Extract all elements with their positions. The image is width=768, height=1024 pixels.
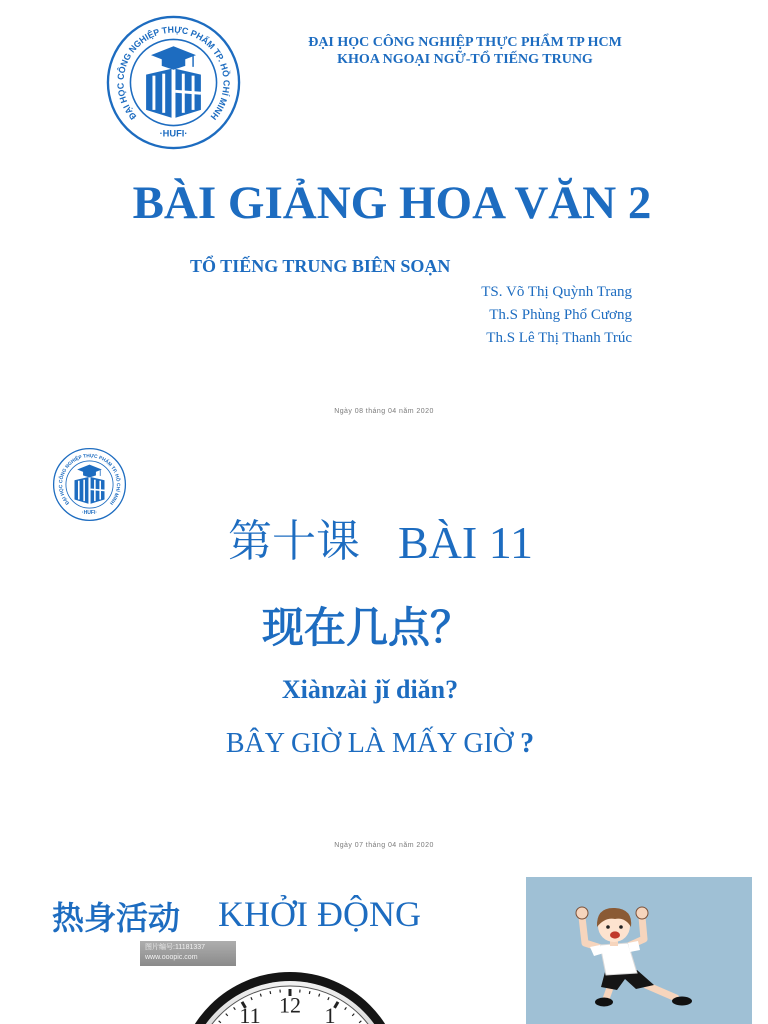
image-watermark xyxy=(140,941,236,966)
clock-number: 12 xyxy=(279,992,301,1018)
department-name: KHOA NGOẠI NGỮ-TỔ TIẾNG TRUNG xyxy=(337,52,593,67)
lesson-question-chinese: 现在几点？ xyxy=(262,606,473,652)
author-name: Th.S Lê Thị Thanh Trúc xyxy=(486,330,632,346)
clock-tick xyxy=(270,991,271,994)
watermark-line: www.ooopic.com xyxy=(145,954,198,961)
clock-tick xyxy=(309,991,310,994)
right-leg xyxy=(646,985,676,998)
clock-number: 1 xyxy=(324,1003,336,1024)
right-shoe xyxy=(672,997,692,1006)
lesson-number-vietnamese: BÀI 11 xyxy=(398,517,534,568)
watermark-line: 图片编号:11181337 xyxy=(145,944,206,951)
logo-badge: ·HUFI· xyxy=(159,128,188,139)
logo-ring-label: ĐẠI HỌC CÔNG NGHIỆP THỰC PHẨM TP. HỒ CHÍ MINH xyxy=(115,24,232,122)
left-eye xyxy=(606,925,610,929)
left-shoe xyxy=(595,998,613,1007)
lesson-question-vietnamese xyxy=(180,727,580,761)
logo-badge: ·HUFI· xyxy=(81,509,98,516)
institution-name: ĐẠI HỌC CÔNG NGHIỆP THỰC PHẨM TP HCM xyxy=(308,35,622,50)
slide-date: Ngày 07 tháng 04 năm 2020 xyxy=(334,842,434,849)
stretching-person-illustration xyxy=(526,877,752,1024)
question-text: BÂY GIỜ LÀ MẤY GIỜ xyxy=(225,728,514,759)
author-list xyxy=(481,281,632,350)
author-name: TS. Võ Thị Quỳnh Trang xyxy=(481,284,632,300)
warmup-heading-chinese: 热身活动 xyxy=(52,900,181,936)
hufi-logo xyxy=(105,14,242,151)
author-name: Th.S Phùng Phổ Cương xyxy=(489,307,632,323)
right-sleeve xyxy=(628,941,640,952)
clock-icon xyxy=(160,966,420,1024)
warmup-heading-vietnamese: KHỞI ĐỘNG xyxy=(218,894,421,934)
right-eye xyxy=(619,925,623,929)
logo-ring-label: ĐẠI HỌC CÔNG NGHIỆP THỰC PHẨM TP. HỒ CHÍ MINH xyxy=(59,454,120,506)
page-title: BÀI GIẢNG HOA VĂN 2 xyxy=(132,177,652,229)
question-mark: ? xyxy=(520,728,535,759)
hufi-logo xyxy=(52,447,127,522)
clock-number: 11 xyxy=(239,1003,261,1024)
left-fist xyxy=(576,907,588,919)
compiled-by-label: TỔ TIẾNG TRUNG BIÊN SOẠN xyxy=(190,256,451,276)
stretching-person-icon xyxy=(526,877,752,1024)
clock-illustration xyxy=(160,966,420,1024)
lesson-number-chinese: 第十课 xyxy=(228,517,360,566)
lesson-question-pinyin: Xiànzài jǐ diǎn? xyxy=(281,675,459,704)
mouth xyxy=(610,931,620,938)
slide-date: Ngày 08 tháng 04 năm 2020 xyxy=(334,408,434,415)
right-fist xyxy=(636,907,648,919)
